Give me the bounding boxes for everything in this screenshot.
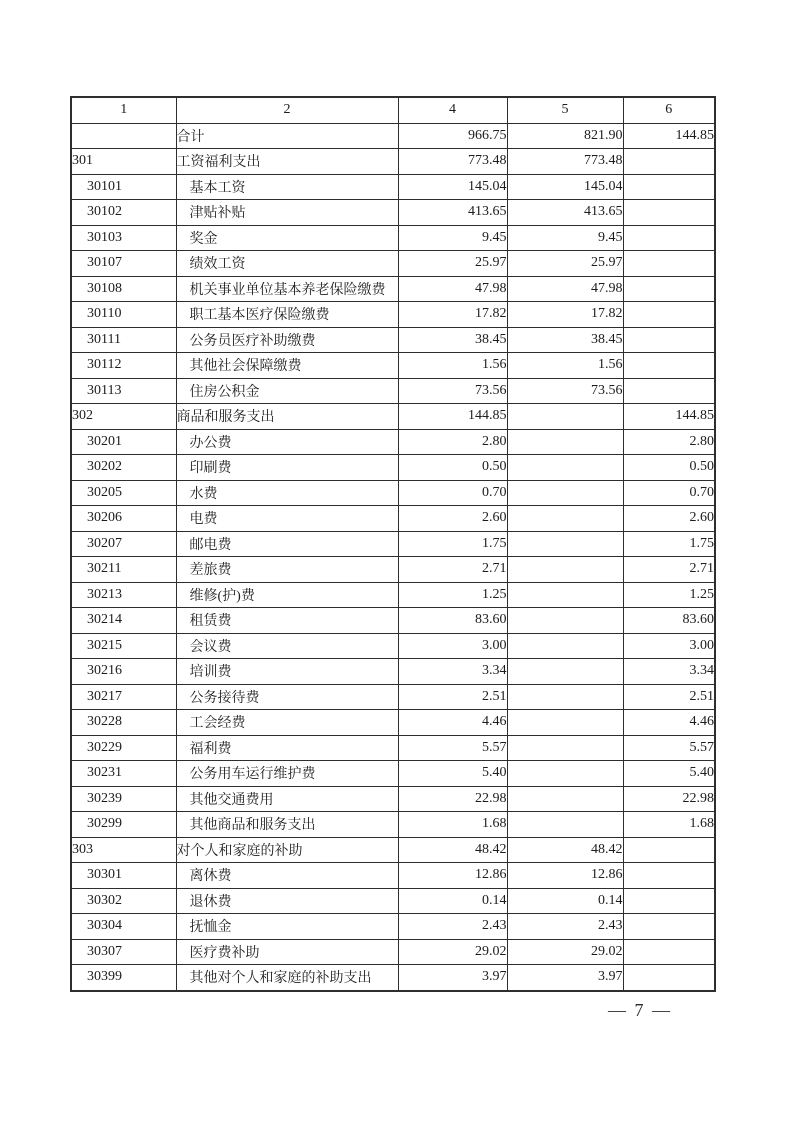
value-cell-col5: 17.82 — [507, 302, 623, 328]
value-cell-col4: 1.75 — [398, 531, 507, 557]
value-cell-col6: 2.80 — [623, 429, 715, 455]
table-row — [71, 735, 715, 761]
entry-name-cell: 职工基本医疗保险缴费 — [176, 302, 398, 328]
value-cell-col4: 47.98 — [398, 276, 507, 302]
value-cell-col5: 12.86 — [507, 863, 623, 889]
entry-code-cell: 30217 — [71, 684, 176, 710]
value-cell-col5 — [507, 429, 623, 455]
value-cell-col5 — [507, 812, 623, 838]
value-cell-col4: 1.25 — [398, 582, 507, 608]
table-row — [71, 965, 715, 991]
table-row — [71, 404, 715, 430]
budget-table-container — [70, 96, 716, 992]
entry-code-cell: 30112 — [71, 353, 176, 379]
entry-code-cell: 30103 — [71, 225, 176, 251]
entry-code-cell: 30111 — [71, 327, 176, 353]
table-row — [71, 531, 715, 557]
value-cell-col4: 29.02 — [398, 939, 507, 965]
entry-name-cell: 奖金 — [176, 225, 398, 251]
value-cell-col6 — [623, 863, 715, 889]
table-row — [71, 939, 715, 965]
entry-name-cell: 工会经费 — [176, 710, 398, 736]
table-row — [71, 608, 715, 634]
value-cell-col6: 1.68 — [623, 812, 715, 838]
value-cell-col4: 773.48 — [398, 149, 507, 175]
entry-name-cell: 其他对个人和家庭的补助支出 — [176, 965, 398, 991]
table-row — [71, 914, 715, 940]
entry-code-cell: 30108 — [71, 276, 176, 302]
value-cell-col5 — [507, 633, 623, 659]
entry-name-cell: 对个人和家庭的补助 — [176, 837, 398, 863]
value-cell-col6 — [623, 276, 715, 302]
table-row — [71, 812, 715, 838]
entry-name-cell: 办公费 — [176, 429, 398, 455]
value-cell-col4: 48.42 — [398, 837, 507, 863]
value-cell-col4: 5.40 — [398, 761, 507, 787]
value-cell-col6 — [623, 837, 715, 863]
value-cell-col5 — [507, 761, 623, 787]
table-row — [71, 225, 715, 251]
entry-code-cell: 302 — [71, 404, 176, 430]
value-cell-col5: 29.02 — [507, 939, 623, 965]
entry-name-cell: 其他商品和服务支出 — [176, 812, 398, 838]
column-header-4: 4 — [398, 97, 507, 123]
value-cell-col5: 25.97 — [507, 251, 623, 277]
value-cell-col5: 73.56 — [507, 378, 623, 404]
table-header-row — [71, 97, 715, 123]
entry-code-cell: 30102 — [71, 200, 176, 226]
entry-name-cell: 基本工资 — [176, 174, 398, 200]
value-cell-col4: 144.85 — [398, 404, 507, 430]
value-cell-col5 — [507, 506, 623, 532]
entry-name-cell: 离休费 — [176, 863, 398, 889]
value-cell-col6: 83.60 — [623, 608, 715, 634]
entry-code-cell: 30299 — [71, 812, 176, 838]
value-cell-col5: 3.97 — [507, 965, 623, 991]
value-cell-col5: 0.14 — [507, 888, 623, 914]
value-cell-col6: 0.50 — [623, 455, 715, 481]
table-row — [71, 353, 715, 379]
column-header-2: 2 — [176, 97, 398, 123]
entry-name-cell: 其他交通费用 — [176, 786, 398, 812]
value-cell-col6 — [623, 251, 715, 277]
value-cell-col5 — [507, 684, 623, 710]
value-cell-col6: 144.85 — [623, 404, 715, 430]
value-cell-col4: 0.14 — [398, 888, 507, 914]
entry-name-cell: 医疗费补助 — [176, 939, 398, 965]
value-cell-col6: 0.70 — [623, 480, 715, 506]
budget-table — [70, 96, 716, 992]
entry-name-cell: 绩效工资 — [176, 251, 398, 277]
entry-name-cell: 福利费 — [176, 735, 398, 761]
entry-code-cell: 30216 — [71, 659, 176, 685]
entry-code-cell: 30215 — [71, 633, 176, 659]
entry-code-cell: 30107 — [71, 251, 176, 277]
value-cell-col5: 38.45 — [507, 327, 623, 353]
table-row — [71, 149, 715, 175]
value-cell-col4: 25.97 — [398, 251, 507, 277]
entry-name-cell: 培训费 — [176, 659, 398, 685]
value-cell-col5 — [507, 582, 623, 608]
table-row — [71, 480, 715, 506]
value-cell-col5: 413.65 — [507, 200, 623, 226]
value-cell-col4: 3.00 — [398, 633, 507, 659]
entry-name-cell: 津贴补贴 — [176, 200, 398, 226]
entry-code-cell: 301 — [71, 149, 176, 175]
table-row — [71, 174, 715, 200]
value-cell-col4: 12.86 — [398, 863, 507, 889]
value-cell-col6 — [623, 965, 715, 991]
value-cell-col6 — [623, 327, 715, 353]
table-row — [71, 200, 715, 226]
column-header-6: 6 — [623, 97, 715, 123]
value-cell-col5: 821.90 — [507, 123, 623, 149]
table-row — [71, 455, 715, 481]
table-row — [71, 837, 715, 863]
entry-code-cell: 30101 — [71, 174, 176, 200]
entry-code-cell: 30201 — [71, 429, 176, 455]
entry-name-cell: 水费 — [176, 480, 398, 506]
table-row — [71, 786, 715, 812]
table-row — [71, 506, 715, 532]
entry-code-cell: 30302 — [71, 888, 176, 914]
table-row — [71, 378, 715, 404]
table-row — [71, 251, 715, 277]
value-cell-col4: 3.97 — [398, 965, 507, 991]
table-row — [71, 659, 715, 685]
value-cell-col5: 9.45 — [507, 225, 623, 251]
value-cell-col5: 47.98 — [507, 276, 623, 302]
value-cell-col5 — [507, 608, 623, 634]
table-row — [71, 302, 715, 328]
value-cell-col5: 1.56 — [507, 353, 623, 379]
value-cell-col6 — [623, 378, 715, 404]
value-cell-col4: 1.68 — [398, 812, 507, 838]
value-cell-col6: 3.34 — [623, 659, 715, 685]
entry-name-cell: 合计 — [176, 123, 398, 149]
value-cell-col6: 144.85 — [623, 123, 715, 149]
entry-name-cell: 维修(护)费 — [176, 582, 398, 608]
value-cell-col5: 773.48 — [507, 149, 623, 175]
entry-name-cell: 租赁费 — [176, 608, 398, 634]
column-header-5: 5 — [507, 97, 623, 123]
entry-code-cell: 30301 — [71, 863, 176, 889]
value-cell-col4: 2.71 — [398, 557, 507, 583]
entry-name-cell: 工资福利支出 — [176, 149, 398, 175]
table-row — [71, 557, 715, 583]
entry-code-cell: 30202 — [71, 455, 176, 481]
entry-name-cell: 抚恤金 — [176, 914, 398, 940]
entry-code-cell: 30113 — [71, 378, 176, 404]
entry-code-cell: 30207 — [71, 531, 176, 557]
value-cell-col4: 73.56 — [398, 378, 507, 404]
table-row — [71, 633, 715, 659]
value-cell-col4: 9.45 — [398, 225, 507, 251]
entry-code-cell — [71, 123, 176, 149]
entry-code-cell: 30213 — [71, 582, 176, 608]
value-cell-col4: 1.56 — [398, 353, 507, 379]
value-cell-col5 — [507, 455, 623, 481]
value-cell-col6: 4.46 — [623, 710, 715, 736]
entry-name-cell: 差旅费 — [176, 557, 398, 583]
entry-code-cell: 30214 — [71, 608, 176, 634]
value-cell-col6 — [623, 939, 715, 965]
value-cell-col4: 413.65 — [398, 200, 507, 226]
value-cell-col4: 17.82 — [398, 302, 507, 328]
value-cell-col5 — [507, 786, 623, 812]
value-cell-col5 — [507, 557, 623, 583]
value-cell-col6 — [623, 200, 715, 226]
table-row — [71, 863, 715, 889]
value-cell-col4: 2.51 — [398, 684, 507, 710]
entry-code-cell: 30239 — [71, 786, 176, 812]
value-cell-col6 — [623, 353, 715, 379]
value-cell-col4: 38.45 — [398, 327, 507, 353]
value-cell-col6 — [623, 149, 715, 175]
value-cell-col6: 1.75 — [623, 531, 715, 557]
entry-code-cell: 30231 — [71, 761, 176, 787]
entry-name-cell: 印刷费 — [176, 455, 398, 481]
value-cell-col5: 145.04 — [507, 174, 623, 200]
value-cell-col5 — [507, 404, 623, 430]
value-cell-col5: 2.43 — [507, 914, 623, 940]
value-cell-col6: 5.57 — [623, 735, 715, 761]
table-row — [71, 888, 715, 914]
entry-name-cell: 其他社会保障缴费 — [176, 353, 398, 379]
value-cell-col5 — [507, 480, 623, 506]
entry-code-cell: 30399 — [71, 965, 176, 991]
entry-code-cell: 30307 — [71, 939, 176, 965]
entry-name-cell: 公务接待费 — [176, 684, 398, 710]
value-cell-col5 — [507, 710, 623, 736]
table-row — [71, 429, 715, 455]
entry-name-cell: 电费 — [176, 506, 398, 532]
entry-code-cell: 30110 — [71, 302, 176, 328]
value-cell-col4: 2.43 — [398, 914, 507, 940]
value-cell-col6 — [623, 302, 715, 328]
value-cell-col5 — [507, 735, 623, 761]
value-cell-col5 — [507, 531, 623, 557]
entry-code-cell: 30205 — [71, 480, 176, 506]
table-row — [71, 710, 715, 736]
value-cell-col6: 2.60 — [623, 506, 715, 532]
value-cell-col6 — [623, 174, 715, 200]
entry-name-cell: 住房公积金 — [176, 378, 398, 404]
value-cell-col5 — [507, 659, 623, 685]
value-cell-col5: 48.42 — [507, 837, 623, 863]
table-row — [71, 761, 715, 787]
table-row — [71, 327, 715, 353]
entry-code-cell: 30228 — [71, 710, 176, 736]
value-cell-col6: 1.25 — [623, 582, 715, 608]
value-cell-col4: 966.75 — [398, 123, 507, 149]
value-cell-col4: 3.34 — [398, 659, 507, 685]
entry-name-cell: 邮电费 — [176, 531, 398, 557]
table-row — [71, 582, 715, 608]
value-cell-col6 — [623, 225, 715, 251]
table-row — [71, 123, 715, 149]
value-cell-col6 — [623, 914, 715, 940]
value-cell-col6: 22.98 — [623, 786, 715, 812]
entry-name-cell: 商品和服务支出 — [176, 404, 398, 430]
value-cell-col4: 22.98 — [398, 786, 507, 812]
entry-name-cell: 机关事业单位基本养老保险缴费 — [176, 276, 398, 302]
value-cell-col4: 0.50 — [398, 455, 507, 481]
value-cell-col6: 2.51 — [623, 684, 715, 710]
entry-code-cell: 303 — [71, 837, 176, 863]
value-cell-col6 — [623, 888, 715, 914]
value-cell-col4: 0.70 — [398, 480, 507, 506]
entry-code-cell: 30229 — [71, 735, 176, 761]
value-cell-col6: 3.00 — [623, 633, 715, 659]
value-cell-col4: 5.57 — [398, 735, 507, 761]
entry-code-cell: 30211 — [71, 557, 176, 583]
entry-name-cell: 公务员医疗补助缴费 — [176, 327, 398, 353]
column-header-1: 1 — [71, 97, 176, 123]
table-row — [71, 684, 715, 710]
value-cell-col4: 2.60 — [398, 506, 507, 532]
table-row — [71, 276, 715, 302]
entry-name-cell: 退休费 — [176, 888, 398, 914]
value-cell-col4: 4.46 — [398, 710, 507, 736]
value-cell-col6: 2.71 — [623, 557, 715, 583]
entry-name-cell: 会议费 — [176, 633, 398, 659]
value-cell-col4: 83.60 — [398, 608, 507, 634]
page-number: — 7 — — [608, 1000, 672, 1020]
value-cell-col6: 5.40 — [623, 761, 715, 787]
entry-name-cell: 公务用车运行维护费 — [176, 761, 398, 787]
entry-code-cell: 30206 — [71, 506, 176, 532]
value-cell-col4: 145.04 — [398, 174, 507, 200]
value-cell-col4: 2.80 — [398, 429, 507, 455]
entry-code-cell: 30304 — [71, 914, 176, 940]
